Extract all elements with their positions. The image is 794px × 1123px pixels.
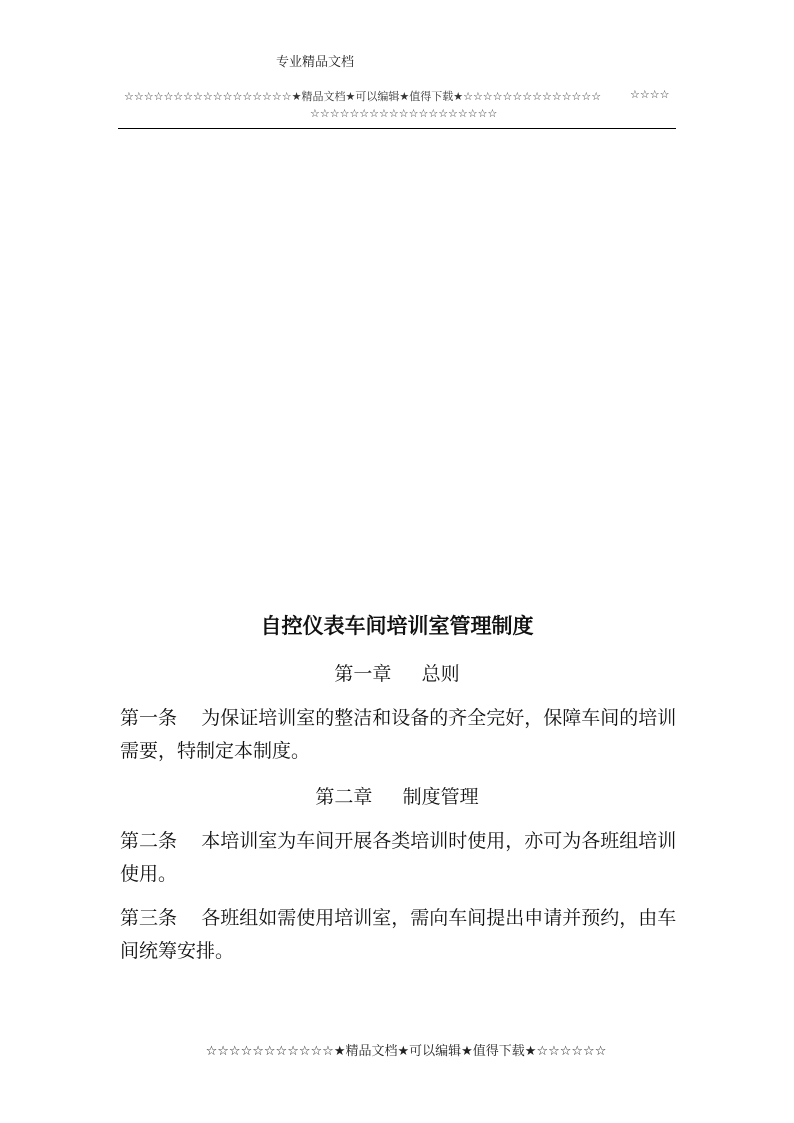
header-stars-banner: ☆☆☆☆☆☆☆☆☆☆☆☆☆☆☆☆☆★精品文档★可以编辑★值得下载★☆☆☆☆☆☆☆☆☆☆☆☆☆☆ bbox=[124, 90, 602, 103]
article-text: 为保证培训室的整洁和设备的齐全完好，保障车间的培训需要，特制定本制度。 bbox=[120, 707, 677, 762]
article-paragraph bbox=[120, 825, 680, 891]
header-stars-banner-tail: ☆☆☆☆ bbox=[630, 88, 670, 101]
article-text: 各班组如需使用培训室，需向车间提出申请并预约，由车间统筹安排。 bbox=[120, 907, 677, 962]
document-title: 自控仪表车间培训室管理制度 bbox=[260, 614, 534, 638]
article-number: 第三条 bbox=[120, 907, 178, 929]
article-text: 本培训室为车间开展各类培训时使用，亦可为各班组培训使用。 bbox=[120, 830, 677, 885]
article-paragraph bbox=[120, 702, 680, 768]
header-stars-banner-continued: ☆☆☆☆☆☆☆☆☆☆☆☆☆☆☆☆☆☆☆ bbox=[310, 107, 498, 120]
footer-stars-banner: ☆☆☆☆☆☆☆☆☆☆☆★精品文档★可以编辑★值得下载★☆☆☆☆☆☆ bbox=[205, 1044, 607, 1059]
header-label: 专业精品文档 bbox=[276, 55, 355, 70]
header-divider bbox=[118, 128, 676, 129]
article-number: 第二条 bbox=[120, 830, 178, 852]
article-number: 第一条 bbox=[120, 707, 178, 729]
article-paragraph bbox=[120, 902, 680, 968]
chapter-heading: 第二章 制度管理 bbox=[315, 786, 479, 808]
chapter-heading: 第一章 总则 bbox=[334, 663, 460, 685]
